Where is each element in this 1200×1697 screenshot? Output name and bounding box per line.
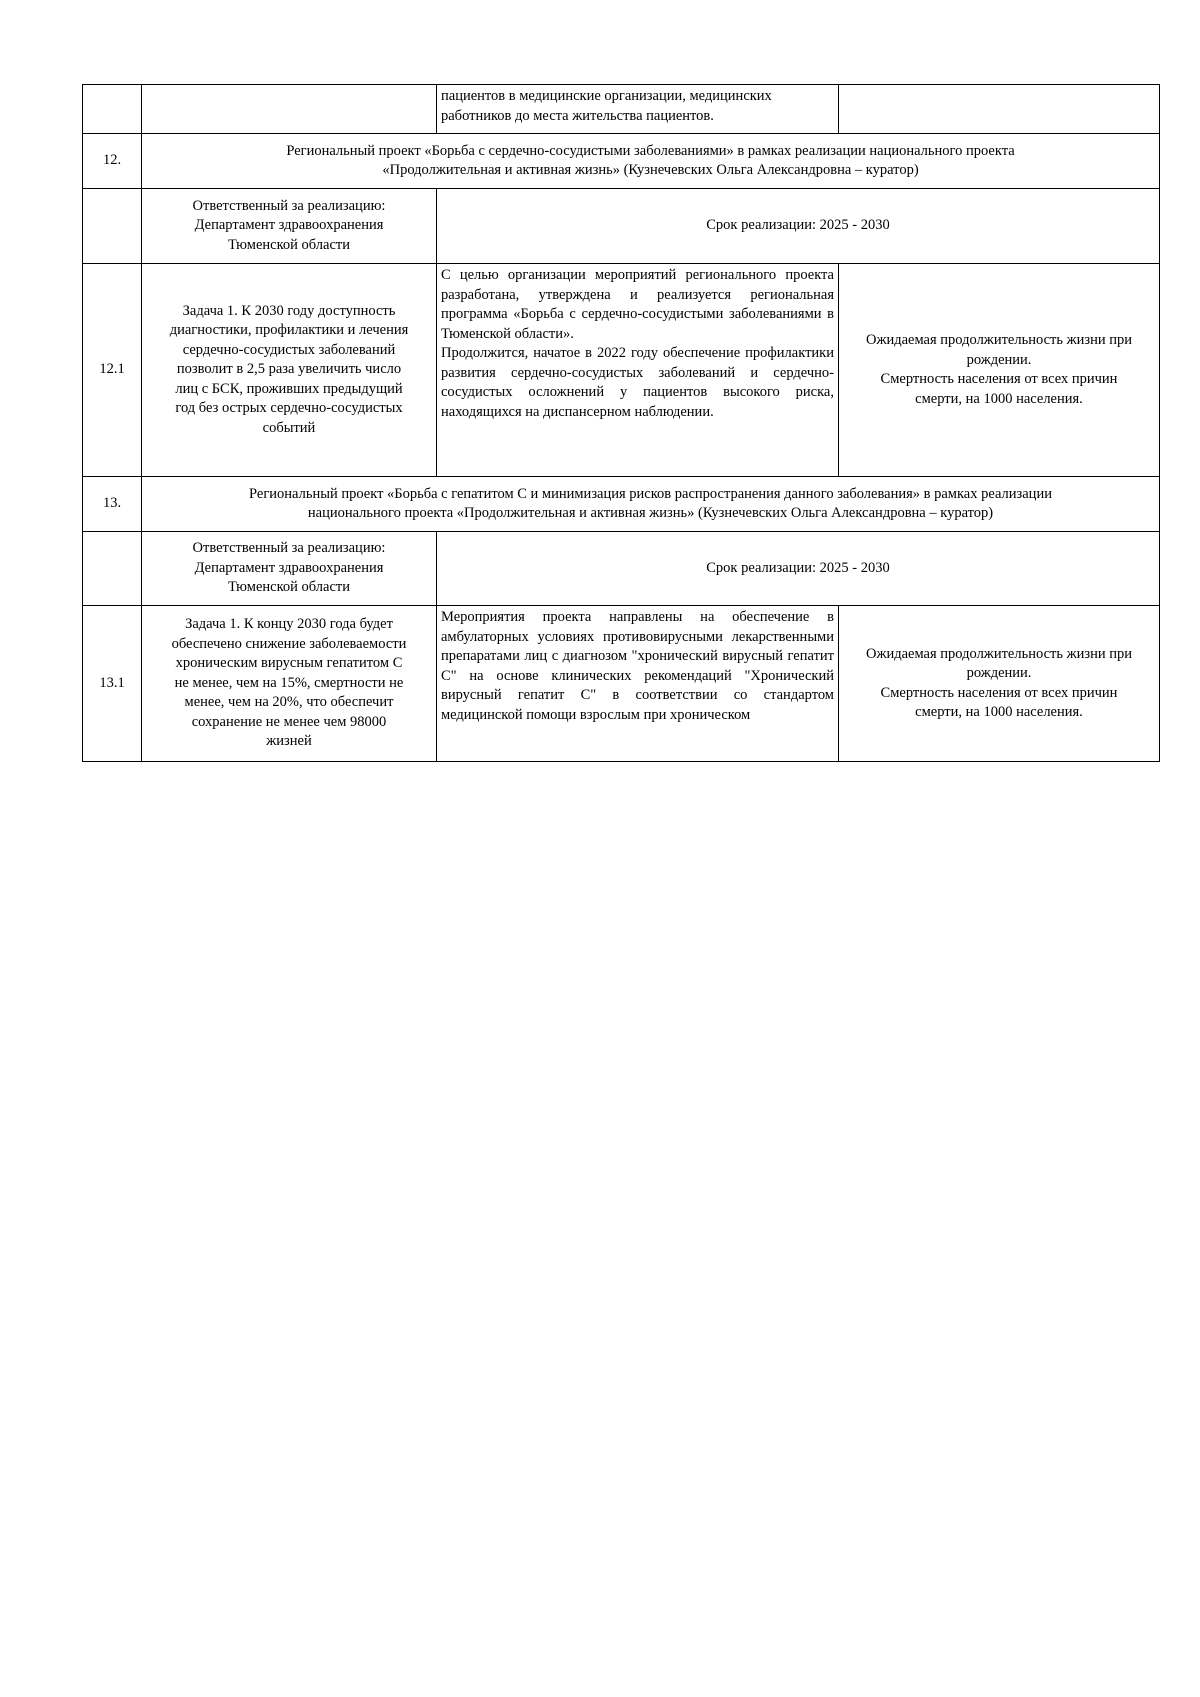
task-number: 12.1	[83, 264, 142, 477]
indicator-line: рождении.	[966, 351, 1032, 368]
task-number: 13.1	[83, 606, 142, 762]
indicator-cell	[839, 606, 1160, 762]
project-title-line: Региональный проект «Борьба с гепатитом С и минимизация рисков распространения данного заболевания» в рамках реализации	[249, 485, 1052, 502]
task-line: обеспечено снижение заболеваемости	[171, 635, 407, 652]
activities-paragraph: Продолжится, начатое в 2022 году обеспечение профилактики развития сердечно-сосудистых заболеваний и сердечно-сосудистых осложнений у пациентов высокого риска, находящихся на диспансерном наблюдении.	[441, 345, 834, 420]
responsible-line: Ответственный за реализацию:	[192, 540, 386, 557]
task-line: не менее, чем на 15%, смертности не	[174, 674, 404, 691]
indicator-line: смерти, на 1000 населения.	[915, 704, 1083, 720]
cell-empty-number	[83, 189, 142, 264]
project-title-line: национального проекта «Продолжительная и активная жизнь» (Кузнечевских Ольга Александровна – куратор)	[307, 505, 994, 521]
term-cell: Срок реализации: 2025 - 2030	[437, 532, 1160, 606]
indicator-line: Смертность населения от всех причин	[880, 371, 1118, 387]
task-line: событий	[262, 419, 316, 436]
activities-cell	[437, 264, 839, 477]
table-row-task-12-1	[83, 264, 1160, 477]
responsible-line: Департамент здравоохранения	[194, 217, 384, 234]
task-line: жизней	[266, 733, 312, 750]
term-cell: Срок реализации: 2025 - 2030	[437, 189, 1160, 264]
task-line: хроническим вирусным гепатитом С	[175, 655, 403, 672]
task-line: сердечно-сосудистых заболеваний	[182, 341, 396, 358]
indicator-cell	[839, 264, 1160, 477]
project-title-line: Региональный проект «Борьба с сердечно-сосудистыми заболеваниями» в рамках реализации национального проекта	[286, 142, 1015, 159]
project-number: 13.	[83, 477, 142, 532]
responsible-cell	[142, 189, 437, 264]
continuation-line: пациентов в медицинские организации, медицинских	[441, 88, 772, 104]
responsible-cell	[142, 532, 437, 606]
cell-empty-number	[83, 532, 142, 606]
indicator-line: Смертность населения от всех причин	[880, 684, 1118, 701]
project-number: 12.	[83, 134, 142, 189]
task-line: сохранение не менее чем 98000	[191, 713, 387, 730]
table-row-project-13	[83, 477, 1160, 532]
table-row-responsible-13	[83, 532, 1160, 606]
responsible-line: Тюменской области	[228, 236, 350, 253]
cell-empty-number	[83, 85, 142, 134]
task-line: Задача 1. К 2030 году доступность	[182, 302, 396, 319]
continuation-line: работников до места жительства пациентов.	[441, 107, 714, 124]
responsible-line: Ответственный за реализацию:	[192, 197, 386, 214]
task-line: менее, чем на 20%, что обеспечит	[184, 694, 394, 711]
responsible-line: Департамент здравоохранения	[194, 559, 384, 576]
table-row-continuation	[83, 85, 1160, 134]
task-line: лиц с БСК, проживших предыдущий	[175, 380, 403, 397]
indicator-line: смерти, на 1000 населения.	[915, 390, 1083, 407]
project-title	[142, 477, 1160, 532]
task-line: Задача 1. К концу 2030 года будет	[185, 616, 393, 633]
cell-empty-indicator	[839, 85, 1160, 134]
task-line: позволит в 2,5 раза увеличить число	[176, 361, 402, 378]
table-row-task-13-1	[83, 606, 1160, 762]
indicator-line: Ожидаемая продолжительность жизни при	[865, 645, 1133, 662]
activities-paragraph: Мероприятия проекта направлены на обеспечение в амбулаторных условиях противовирусными лекарственными препаратами лиц с диагнозом "хронический вирусный гепатит С" на основе клинических рекомендаций "Хронический вирусный гепатит С" в соответствии со стандартом медицинской помощи взрослым при хроническом	[441, 609, 834, 723]
activities-paragraph: С целью организации мероприятий регионального проекта разработана, утверждена и реализуется региональная программа «Борьба с сердечно-сосудистыми заболеваниями в Тюменской области».	[441, 267, 834, 342]
program-table	[82, 84, 1160, 762]
cell-continuation-text	[437, 85, 839, 134]
cell-empty-task	[142, 85, 437, 134]
activities-cell	[437, 606, 839, 762]
task-description	[142, 606, 437, 762]
project-title-line: «Продолжительная и активная жизнь» (Кузнечевских Ольга Александровна – куратор)	[382, 162, 919, 178]
responsible-line: Тюменской области	[228, 579, 350, 596]
project-title	[142, 134, 1160, 189]
task-line: год без острых сердечно-сосудистых	[175, 400, 403, 417]
indicator-line: рождении.	[966, 665, 1032, 681]
task-description	[142, 264, 437, 477]
task-line: диагностики, профилактики и лечения	[169, 322, 409, 339]
table-row-project-12	[83, 134, 1160, 189]
indicator-line: Ожидаемая продолжительность жизни при	[865, 332, 1133, 348]
document-page	[82, 84, 1159, 762]
table-row-responsible-12	[83, 189, 1160, 264]
